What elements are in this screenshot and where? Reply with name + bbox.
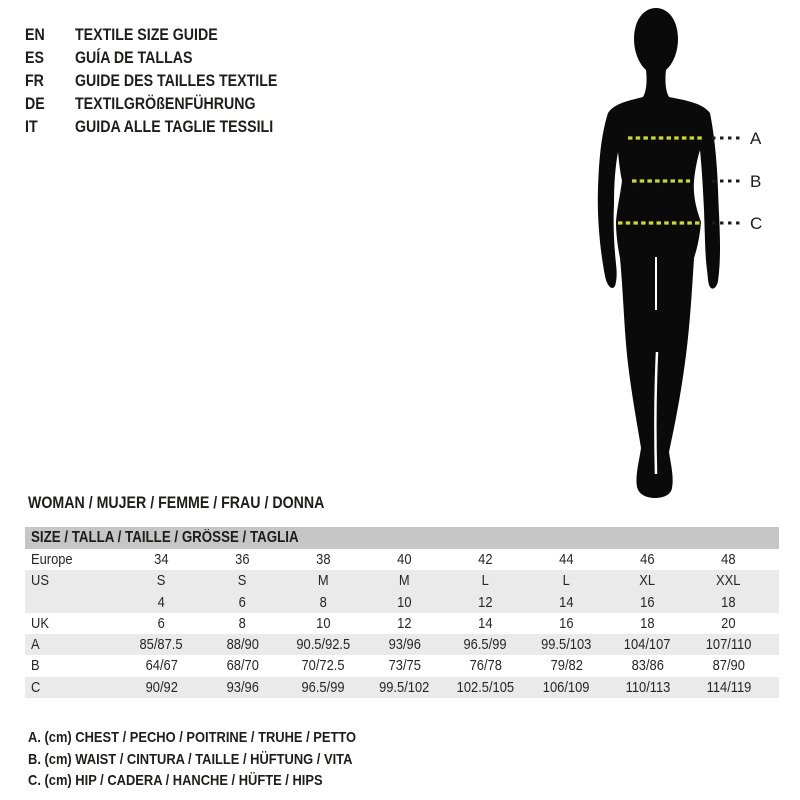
legend-line-text: B. (cm) WAIST / CINTURA / TAILLE / HÜFTUNG / VITA (28, 750, 353, 768)
table-cell (607, 592, 688, 613)
language-code: FR (25, 72, 44, 90)
table-cell (526, 634, 607, 655)
table-cell-value: 16 (559, 614, 574, 632)
table-cell (526, 677, 607, 698)
table-row-label-text: UK (31, 614, 49, 632)
table-cell-value: L (562, 572, 571, 590)
table-cell-value: 12 (478, 593, 493, 611)
table-row-label-text: B (31, 657, 40, 675)
gender-heading-text: WOMAN / MUJER / FEMME / FRAU / DONNA (28, 494, 325, 512)
gender-heading (28, 492, 373, 514)
table-cell (526, 613, 607, 634)
table-row-label-text: US (31, 572, 49, 590)
table-cell (526, 549, 607, 570)
table-row-label (25, 592, 121, 613)
table-row (25, 549, 779, 570)
table-cell (607, 677, 688, 698)
table-cell-value: 85/87.5 (139, 636, 184, 654)
table-cell (445, 613, 526, 634)
table-cell (445, 592, 526, 613)
table-cell-value: 6 (157, 614, 166, 632)
table-row-label (25, 613, 121, 634)
table-cell-value: 44 (559, 551, 574, 568)
table-cell-value: 6 (238, 593, 247, 611)
table-cell-value: 36 (235, 551, 250, 568)
table-cell (283, 677, 364, 698)
table-row-label (25, 549, 121, 570)
table-cell-value: S (238, 572, 247, 590)
table-cell (121, 634, 202, 655)
legend-line-text: C. (cm) HIP / CADERA / HANCHE / HÜFTE / HIPS (28, 772, 323, 790)
table-cell (688, 677, 769, 698)
table-cell (607, 613, 688, 634)
table-cell-value: 8 (319, 593, 328, 611)
table-cell-value: 90.5/92.5 (296, 636, 351, 654)
table-cell-value: 93/96 (226, 678, 259, 696)
table-cell (364, 655, 445, 676)
table-cell (607, 634, 688, 655)
table-cell-value: 99.5/102 (379, 678, 430, 696)
table-cell (364, 570, 445, 591)
table-cell-value: 110/113 (625, 678, 670, 696)
table-cell (283, 613, 364, 634)
table-cell-value: 18 (640, 614, 655, 632)
table-cell-value: 10 (397, 593, 412, 611)
table-cell (283, 570, 364, 591)
table-cell-value: 104/107 (624, 636, 671, 654)
language-row (25, 116, 310, 139)
language-row (25, 47, 310, 70)
table-cell-value: 99.5/103 (541, 636, 592, 654)
table-row-label-text: Europe (31, 551, 73, 568)
table-cell-value: 48 (721, 551, 736, 568)
table-cell (445, 655, 526, 676)
table-cell (121, 613, 202, 634)
table-row-label (25, 570, 121, 591)
table-cell-value: 14 (559, 593, 574, 611)
language-title: TEXTILE SIZE GUIDE (75, 26, 218, 44)
woman-silhouette-figure (560, 0, 780, 500)
chest-marker-label: A (750, 129, 762, 148)
table-cell (202, 655, 283, 676)
table-cell-value: 8 (238, 614, 247, 632)
table-cell (202, 592, 283, 613)
table-row (25, 592, 779, 613)
table-row (25, 613, 779, 634)
table-cell (526, 570, 607, 591)
table-cell-value: 64/67 (145, 657, 178, 675)
table-cell (526, 592, 607, 613)
table-cell-value: 76/78 (469, 657, 502, 675)
table-cell-value: 46 (640, 551, 655, 568)
table-cell (526, 655, 607, 676)
table-cell (202, 549, 283, 570)
size-table-body (25, 549, 779, 698)
table-cell (202, 634, 283, 655)
table-cell (688, 570, 769, 591)
size-table (25, 527, 779, 698)
table-row-label-text: C (31, 678, 41, 696)
table-cell-value: 68/70 (226, 657, 259, 675)
language-code: ES (25, 49, 44, 67)
table-cell-value: 12 (397, 614, 412, 632)
table-cell-value: 10 (316, 614, 331, 632)
table-cell-value: 18 (721, 593, 736, 611)
table-cell (364, 613, 445, 634)
table-cell (445, 634, 526, 655)
table-cell-value: 79/82 (550, 657, 583, 675)
table-row (25, 677, 779, 698)
table-cell-value: 83/86 (631, 657, 664, 675)
table-cell-value: 106/109 (543, 678, 590, 696)
table-cell (202, 677, 283, 698)
table-cell (688, 592, 769, 613)
table-cell (202, 613, 283, 634)
table-cell (607, 549, 688, 570)
table-cell-value: 70/72.5 (301, 657, 346, 675)
table-cell-value: 107/110 (705, 636, 752, 654)
table-cell (445, 549, 526, 570)
table-cell-value: S (157, 572, 166, 590)
language-code: DE (25, 95, 45, 113)
table-cell (688, 549, 769, 570)
language-code: EN (25, 26, 45, 44)
language-list (25, 24, 310, 139)
table-cell (202, 570, 283, 591)
table-cell-value: 114/119 (706, 678, 751, 696)
language-title: TEXTILGRÖßENFÜHRUNG (75, 95, 256, 113)
legend-line-text: A. (cm) CHEST / PECHO / POITRINE / TRUHE / PETTO (28, 729, 357, 746)
table-cell (607, 655, 688, 676)
table-row-label-text: A (31, 636, 40, 654)
table-cell (121, 549, 202, 570)
table-cell (283, 592, 364, 613)
table-cell-value: 38 (316, 551, 331, 568)
table-cell (445, 677, 526, 698)
table-cell-value: 87/90 (712, 657, 745, 675)
table-cell-value: 16 (640, 593, 655, 611)
size-table-header-text: SIZE / TALLA / TAILLE / GRÖSSE / TAGLIA (31, 529, 299, 546)
table-cell-value: 88/90 (226, 636, 259, 654)
legend-line (28, 727, 409, 749)
table-row-label (25, 634, 121, 655)
language-title: GUÍA DE TALLAS (75, 49, 193, 67)
table-row-label (25, 677, 121, 698)
hip-marker-label: C (750, 214, 763, 233)
table-cell (283, 549, 364, 570)
table-cell (688, 613, 769, 634)
table-cell-value: 14 (478, 614, 493, 632)
table-row (25, 570, 779, 591)
language-row (25, 24, 310, 47)
legend-line (28, 770, 409, 792)
table-cell (688, 655, 769, 676)
table-cell-value: 34 (154, 551, 169, 568)
table-cell-value: 73/75 (388, 657, 421, 675)
table-cell (121, 655, 202, 676)
table-cell (121, 677, 202, 698)
table-cell (607, 570, 688, 591)
language-title: GUIDA ALLE TAGLIE TESSILI (75, 118, 274, 136)
table-cell-value: XL (639, 572, 656, 590)
table-cell (688, 634, 769, 655)
table-cell-value: M (399, 572, 410, 590)
table-cell-value: 42 (478, 551, 493, 568)
table-cell-value: 102.5/105 (456, 678, 515, 696)
woman-silhouette (598, 8, 720, 498)
language-title: GUIDE DES TAILLES TEXTILE (75, 72, 278, 90)
table-row (25, 655, 779, 676)
table-cell-value: 96.5/99 (301, 678, 346, 696)
table-row-label (25, 655, 121, 676)
language-row (25, 93, 310, 116)
table-row (25, 634, 779, 655)
legend-line (28, 749, 409, 771)
table-cell (364, 549, 445, 570)
table-cell-value: 4 (157, 593, 166, 611)
table-cell (364, 592, 445, 613)
table-cell-value: 93/96 (388, 636, 421, 654)
table-cell-value: 40 (397, 551, 412, 568)
table-cell (445, 570, 526, 591)
table-cell-value: 20 (721, 614, 736, 632)
table-cell (121, 592, 202, 613)
table-cell (364, 634, 445, 655)
language-row (25, 70, 310, 93)
table-cell-value: 90/92 (145, 678, 178, 696)
table-cell-value: L (481, 572, 490, 590)
language-code: IT (25, 118, 38, 136)
table-cell (364, 677, 445, 698)
table-cell-value: 96.5/99 (463, 636, 508, 654)
waist-marker-label: B (750, 172, 762, 191)
size-table-header (25, 527, 779, 549)
table-cell-value: M (318, 572, 329, 590)
table-cell (121, 570, 202, 591)
measure-legend (28, 727, 409, 792)
table-cell (283, 655, 364, 676)
table-cell (283, 634, 364, 655)
table-cell-value: XXL (716, 572, 741, 590)
